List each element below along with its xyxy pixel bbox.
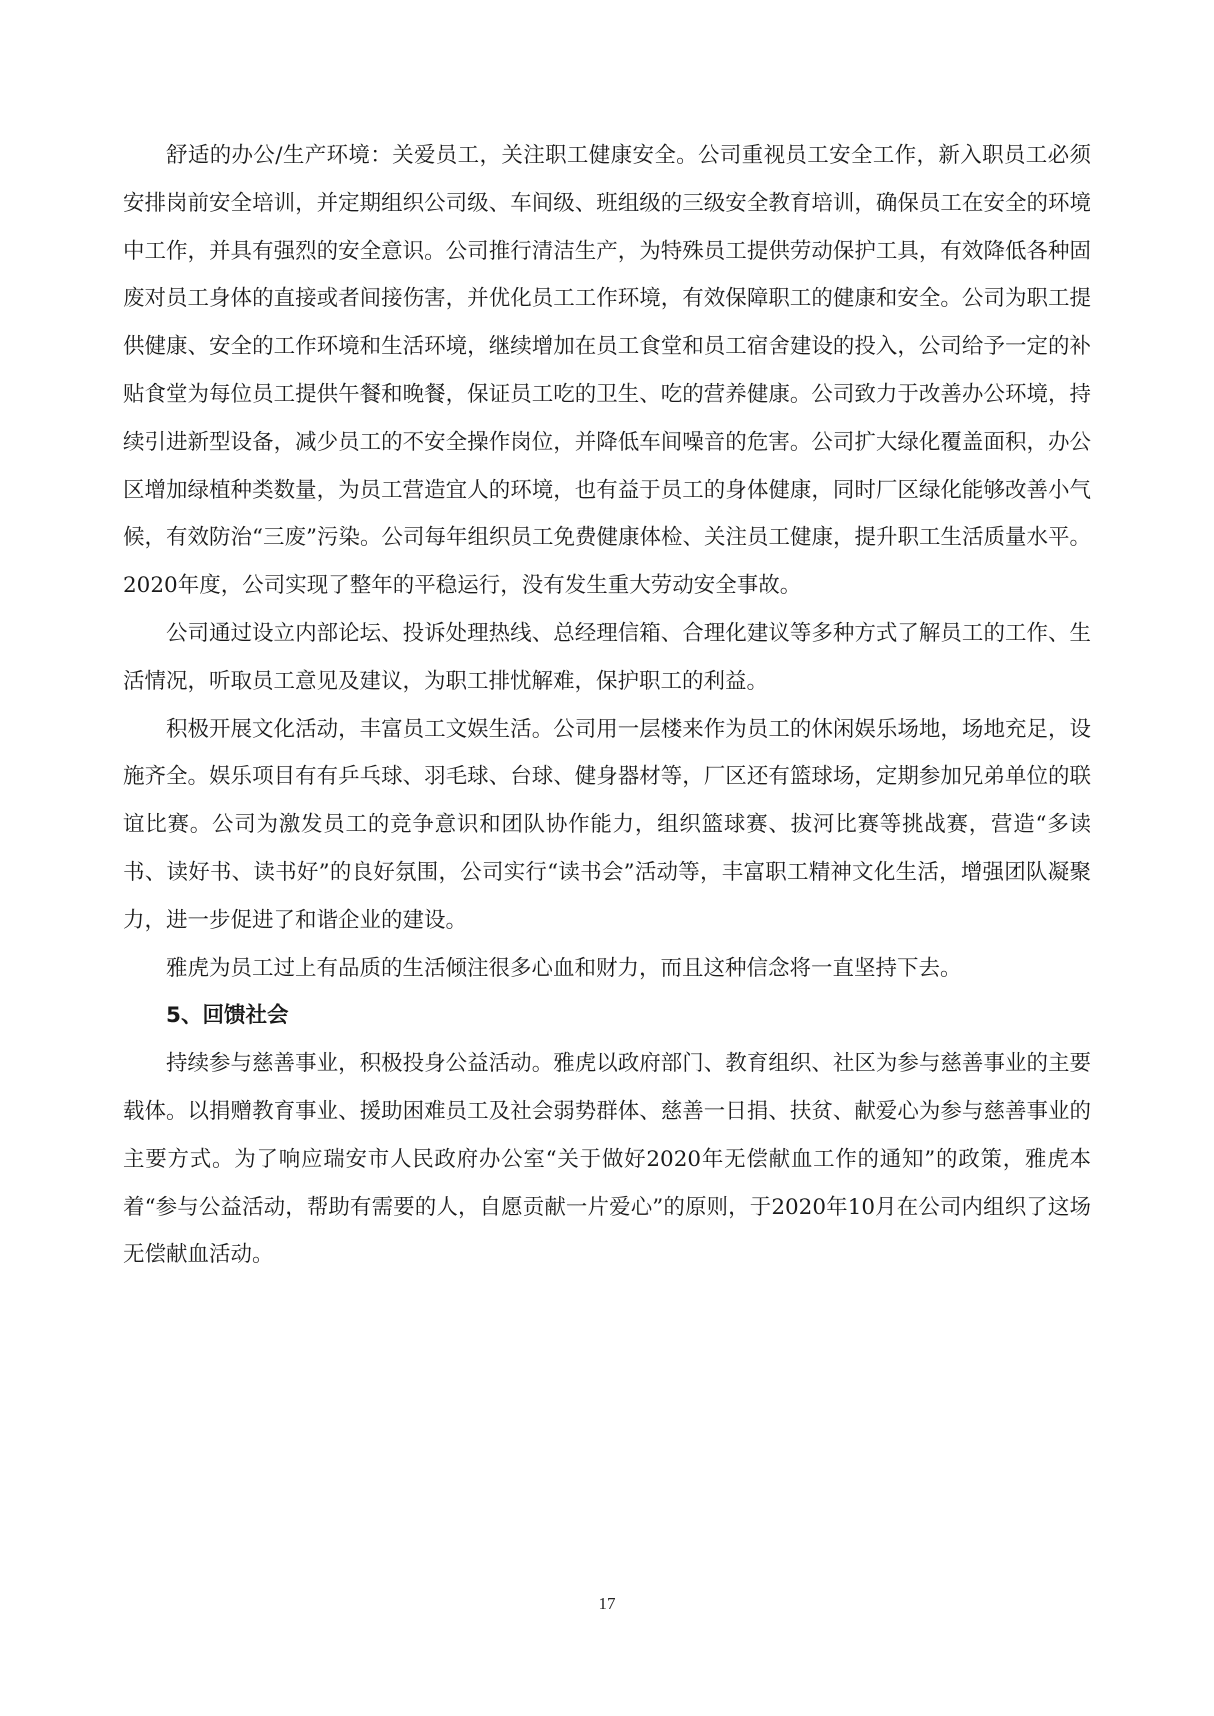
paragraph-commitment: 雅虎为员工过上有品质的生活倾注很多心血和财力，而且这种信念将一直坚持下去。 [166, 955, 962, 981]
section-heading: 5、回馈社会 [166, 1003, 289, 1029]
paragraph-cultural-activities: 积极开展文化活动，丰富员工文娱生活。公司用一层楼来作为员工的休闲娱乐场地，场地充足，设施齐全。娱乐项目有有乒乓球、羽毛球、台球、健身器材等，厂区还有篮球场，定期参加兄弟单位的联谊比赛。公司为激发员工的竞争意识和团队协作能力，组织篮球赛、拔河比赛等挑战赛，营造“多读书、读好书、读书好”的良好氛围，公司实行“读书会”活动等，丰富职工精神文化生活，增强团队凝聚力，进一步促进了和谐企业的建设。 [123, 716, 1091, 933]
paragraph-work-environment: 舒适的办公/生产环境：关爱员工，关注职工健康安全。公司重视员工安全工作，新入职员工必须安排岗前安全培训，并定期组织公司级、车间级、班组级的三级安全教育培训，确保员工在安全的环境中工作，并具有强烈的安全意识。公司推行清洁生产，为特殊员工提供劳动保护工具，有效降低各种固废对员工身体的直接或者间接伤害，并优化员工工作环境，有效保障职工的健康和安全。公司为职工提供健康、安全的工作环境和生活环境，继续增加在员工食堂和员工宿舍建设的投入，公司给予一定的补贴食堂为每位员工提供午餐和晚餐，保证员工吃的卫生、吃的营养健康。公司致力于改善办公环境，持续引进新型设备，减少员工的不安全操作岗位，并降低车间噪音的危害。公司扩大绿化覆盖面积，办公区增加绿植种类数量，为员工营造宜人的环境，也有益于员工的身体健康，同时厂区绿化能够改善小气候，有效防治“三废”污染。公司每年组织员工免费健康体检、关注员工健康，提升职工生活质量水平。2020年度，公司实现了整年的平稳运行，没有发生重大劳动安全事故。 [123, 143, 1091, 599]
page-number: 17 [598, 1594, 616, 1613]
page-body [123, 132, 1091, 1279]
paragraph-employee-communication: 公司通过设立内部论坛、投诉处理热线、总经理信箱、合理化建议等多种方式了解员工的工作、生活情况，听取员工意见及建议，为职工排忧解难，保护职工的利益。 [123, 620, 1091, 694]
paragraph-charity: 持续参与慈善事业，积极投身公益活动。雅虎以政府部门、教育组织、社区为参与慈善事业的主要载体。以捐赠教育事业、援助困难员工及社会弱势群体、慈善一日捐、扶贫、献爱心为参与慈善事业的主要方式。为了响应瑞安市人民政府办公室“关于做好2020年无偿献血工作的通知”的政策，雅虎本着“参与公益活动，帮助有需要的人，自愿贡献一片爱心”的原则，于2020年10月在公司内组织了这场无偿献血活动。 [123, 1051, 1091, 1268]
